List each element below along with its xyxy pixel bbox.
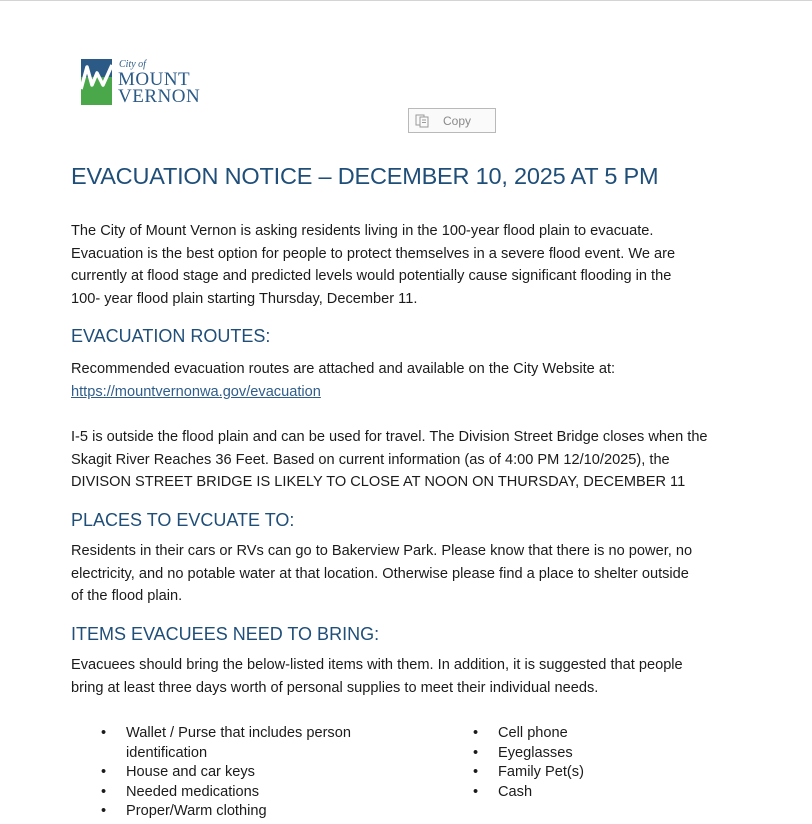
intro-line: 100- year flood plain starting Thursday, December 11. [71,291,418,308]
list-item-continuation: identification [126,744,208,761]
i5-line: DIVISON STREET BRIDGE IS LIKELY TO CLOSE AT NOON ON THURSDAY, DECEMBER 11 [71,474,686,491]
copy-button[interactable] [408,108,496,133]
page-title: EVACUATION NOTICE – DECEMBER 10, 2025 AT 5 PM [71,163,659,189]
items-list-right [473,724,584,802]
bullet: • [101,803,107,819]
logo-city-of: City of [119,59,146,70]
places-line: of the flood plain. [71,588,183,605]
bullet: • [101,764,107,780]
list-item: • Wallet / Purse that includes person [101,724,351,744]
top-border [0,0,812,1]
evacuation-link[interactable]: https://mountvernonwa.gov/evacuation [71,383,321,400]
intro-paragraph [71,220,751,311]
places-heading: PLACES TO EVCUATE TO: [71,510,295,530]
list-item: • Cell phone [473,724,584,744]
logo-mount: MOUNT [118,69,191,90]
list-item: • Proper/Warm clothing [101,802,351,822]
bullet: • [473,783,479,800]
intro-line: The City of Mount Vernon is asking residents living in the 100-year flood plain to evacuate. [71,223,654,239]
i5-line: I-5 is outside the flood plain and can be used for travel. The Division Street Bridge closes when the [71,429,708,445]
i5-paragraph [71,426,751,494]
copy-button-label: Copy [443,113,472,128]
list-item: • Cash [473,783,584,803]
places-paragraph [71,540,751,608]
intro-line: currently at flood stage and predicted levels would potentially cause significant flooding in the [71,268,672,285]
list-item: • House and car keys [101,763,351,783]
items-line: Evacuees should bring the below-listed items with them. In addition, it is suggested that people [71,657,683,673]
list-item: • Family Pet(s) [473,763,584,783]
city-logo [81,59,201,107]
list-item: • Needed medications [101,783,351,803]
i5-line: Skagit River Reaches 36 Feet. Based on current information (as of 4:00 PM 12/10/2025), the [71,451,670,468]
intro-line: Evacuation is the best option for people to protect themselves in a severe flood event. We are [71,245,676,262]
bullet: • [101,725,107,741]
routes-heading: EVACUATION ROUTES: [71,326,271,346]
routes-paragraph [71,358,751,403]
places-line: Residents in their cars or RVs can go to Bakerview Park. Please know that there is no power, no [71,543,693,559]
items-heading: ITEMS EVACUEES NEED TO BRING: [71,624,380,644]
list-item: • Eyeglasses [473,744,584,764]
logo-vernon: VERNON [118,86,201,107]
bullet: • [473,725,479,741]
items-line: bring at least three days worth of personal supplies to meet their individual needs. [71,679,599,696]
copy-icon [415,114,431,128]
places-line: electricity, and no potable water at that location. Otherwise please find a place to shelter outside [71,565,689,582]
mountain-logo-icon [81,59,115,105]
routes-text: Recommended evacuation routes are attached and available on the City Website at: [71,361,616,377]
items-list-left [101,724,351,822]
bullet: • [473,764,479,780]
items-paragraph [71,654,751,699]
bullet: • [101,783,107,800]
bullet: • [473,744,479,761]
